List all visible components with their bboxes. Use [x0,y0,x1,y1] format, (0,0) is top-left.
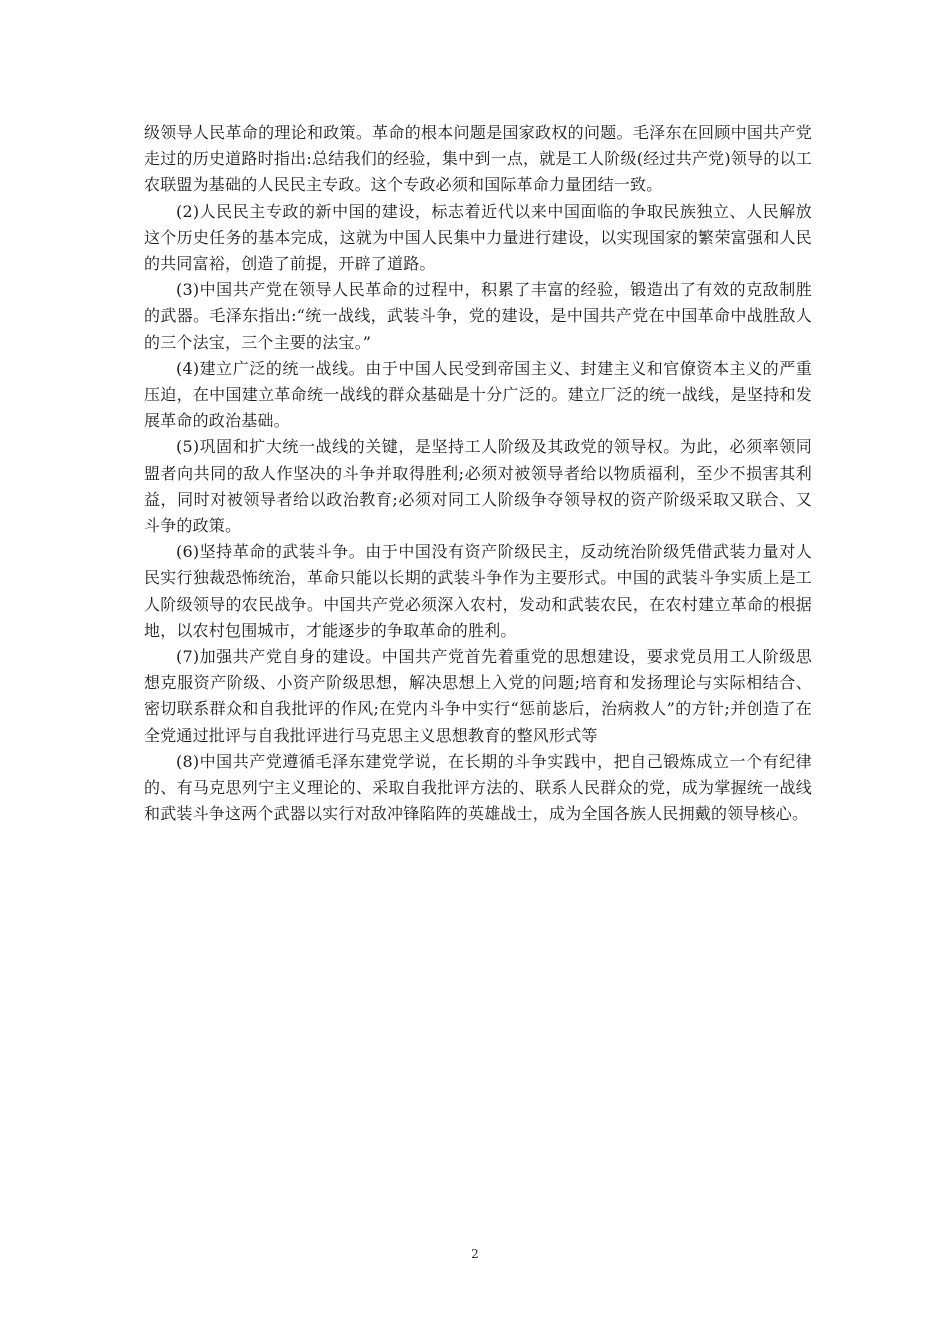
paragraph-5: (5)巩固和扩大统一战线的关键，是坚持工人阶级及其政党的领导权。为此，必须率领同盟者向共同的敌人作坚决的斗争并取得胜利;必须对被领导者给以物质福利，至少不损害其利益，同时对被领导者给以政治教育;必须对同工人阶级争夺领导权的资产阶级采取又联合、又斗争的政策。 [144,437,812,536]
paragraph-2: (2)人民民主专政的新中国的建设，标志着近代以来中国面临的争取民族独立、人民解放这个历史任务的基本完成，这就为中国人民集中力量进行建设，以实现国家的繁荣富强和人民的共同富裕，创造了前提，开辟了道路。 [144,201,812,274]
paragraph-8: (8)中国共产党遵循毛泽东建党学说，在长期的斗争实践中，把自己锻炼成立一个有纪律的、有马克思列宁主义理论的、采取自我批评方法的、联系人民群众的党，成为掌握统一战线和武装斗争这两个武器以实行对敌冲锋陷阵的英雄战士，成为全国各族人民拥戴的领导核心。 [144,751,812,824]
paragraph-4: (4)建立广泛的统一战线。由于中国人民受到帝国主义、封建主义和官僚资本主义的严重压迫，在中国建立革命统一战线的群众基础是十分广泛的。建立厂泛的统一战线，是坚持和发展革命的政治基础。 [144,358,812,431]
paragraph-3: (3)中国共产党在领导人民革命的过程中，积累了丰富的经验，锻造出了有效的克敌制胜的武器。毛泽东指出:“统一战线，武装斗争，党的建设，是中国共产党在中国革命中战胜敌人的三个法宝，三个主要的法宝。” [144,280,812,352]
document-body [144,120,812,827]
paragraph-continuation: 级领导人民革命的理论和政策。革命的根本问题是国家政权的问题。毛泽东在回顾中国共产党走过的历史道路时指出:总结我们的经验，集中到一点，就是工人阶级(经过共产党)领导的以工农联盟为基础的人民民主专政。这个专政必须和国际革命力量团结一致。 [144,123,812,195]
page-number: 2 [471,1247,479,1261]
paragraph-6: (6)坚持革命的武装斗争。由于中国没有资产阶级民主，反动统治阶级凭借武装力量对人民实行独裁恐怖统治，革命只能以长期的武装斗争作为主要形式。中国的武装斗争实质上是工人阶级领导的农民战争。中国共产党必须深入农村，发动和武装农民，在农村建立革命的根据地，以农村包围城市，才能逐步的争取革命的胜利。 [144,542,812,640]
paragraph-7: (7)加强共产党自身的建设。中国共产党首先着重党的思想建设，要求党员用工人阶级思想克服资产阶级、小资产阶级思想，解决思想上入党的问题;培育和发扬理论与实际相结合、密切联系群众和自我批评的作风;在党内斗争中实行“惩前毖后，治病救人”的方针;并创造了在全党通过批评与自我批评进行马克思主义思想教育的整风形式等 [144,647,812,745]
